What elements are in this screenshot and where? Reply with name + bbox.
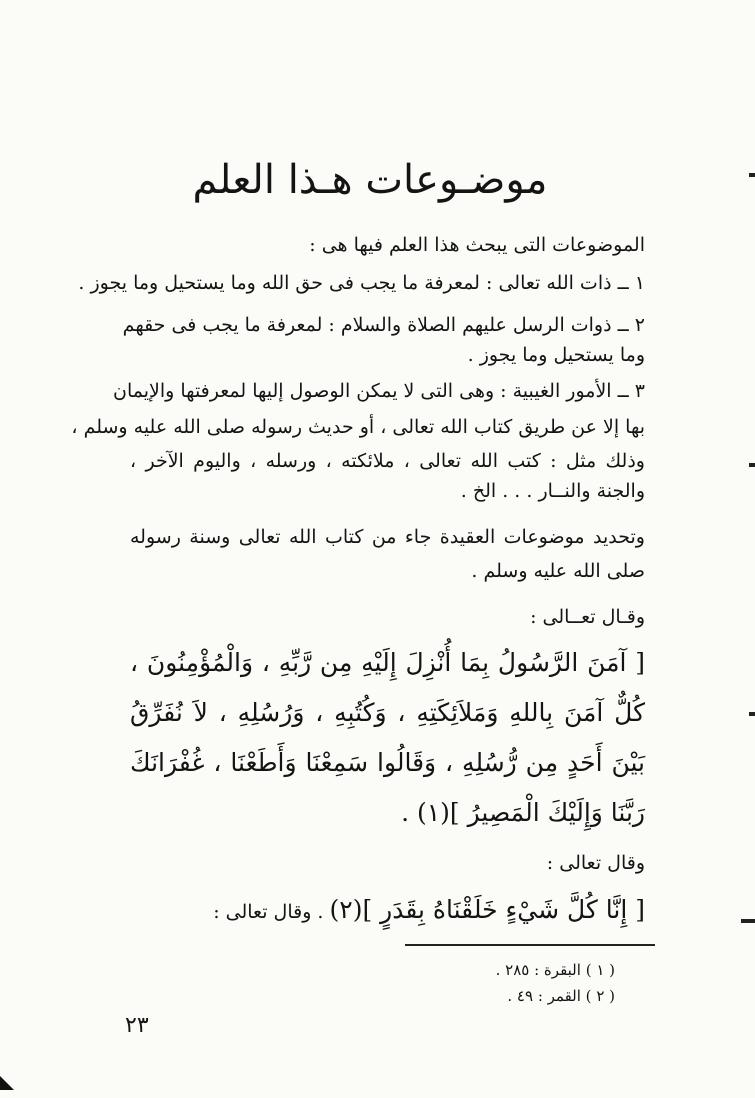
paragraph-line-1: وتحديد موضوعات العقيدة جاء من كتاب الله تعالى وسنة رسوله <box>130 526 645 548</box>
intro-line: الموضوعات التى يبحث هذا العلم فيها هى : <box>309 234 645 256</box>
item-3-line-2: بها إلا عن طريق كتاب الله تعالى ، أو حديث رسوله صلى الله عليه وسلم ، <box>71 416 645 438</box>
margin-mark <box>741 919 755 923</box>
item-2-line-1: ٢ ــ ذوات الرسل عليهم الصلاة والسلام : لمعرفة ما يجب فى حقهم <box>122 314 645 336</box>
page-title: موضـوعات هـذا العلم <box>192 157 548 203</box>
item-3-line-4: والجنة والنــار . . . الخ . <box>460 480 645 502</box>
verse-line-3: بَيْنَ أَحَدٍ مِن رُّسُلِهِ ، وَقَالُوا سَمِعْنَا وَأَطَعْنَا ، غُفْرَانَكَ <box>130 748 645 777</box>
verse-line-2: كُلٌّ آمَنَ بِاللهِ وَمَلاَئِكَتِهِ ، وَكُتُبِهِ ، وَرُسُلِهِ ، لاَ نُفَرِّقُ <box>130 698 645 727</box>
item-3-line-1: ٣ ــ الأمور الغيبية : وهى التى لا يمكن الوصول إليها لمعرفتها والإيمان <box>113 380 645 402</box>
verse-intro-2: وقال تعالى : <box>546 852 645 874</box>
page-number: ٢٣ <box>125 1013 149 1038</box>
verse-intro-1: وقـال تعــالى : <box>530 606 645 628</box>
paragraph-line-2: صلى الله عليه وسلم . <box>471 560 645 582</box>
item-1: ١ ــ ذات الله تعالى : لمعرفة ما يجب فى حق الله وما يستحيل وما يجوز . <box>78 272 645 294</box>
item-2-line-2: وما يستحيل وما يجوز . <box>467 344 645 366</box>
footnote-1: ( ١ ) البقرة : ٢٨٥ . <box>495 961 615 979</box>
verse-2-line <box>130 890 645 932</box>
verse-2: [ إِنَّا كُلَّ شَيْءٍ خَلَقْنَاهُ بِقَدَرٍ ](٢) <box>329 895 645 924</box>
verse-2-trailing: . وقال تعالى : <box>213 901 324 923</box>
margin-mark <box>749 463 755 467</box>
item-3-line-3: وذلك مثل : كتب الله تعالى ، ملائكته ، ورسله ، واليوم الآخر ، <box>130 450 645 472</box>
corner-mark <box>0 1076 14 1090</box>
margin-mark <box>749 712 755 716</box>
footnote-divider <box>405 944 655 946</box>
margin-mark <box>749 173 755 177</box>
footnote-2: ( ٢ ) القمر : ٤٩ . <box>507 987 615 1005</box>
verse-line-1: [ آمَنَ الرَّسُولُ بِمَا أُنْزِلَ إِلَيْهِ مِن رَّبِّهِ ، وَالْمُؤْمِنُونَ ، <box>130 648 645 677</box>
verse-line-4: رَبَّنَا وَإِلَيْكَ الْمَصِيرُ ](١) . <box>401 798 645 827</box>
